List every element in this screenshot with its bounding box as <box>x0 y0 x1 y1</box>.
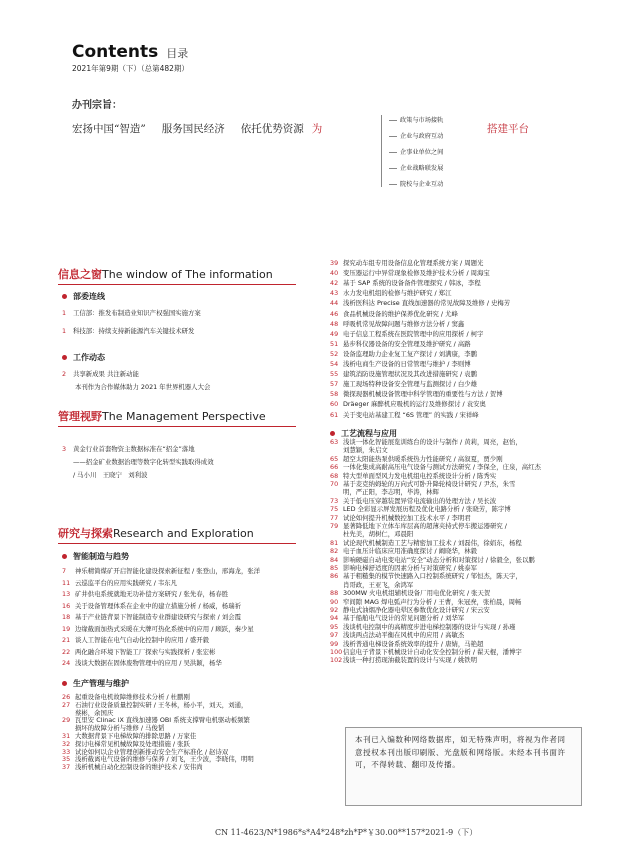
cn-code: CN 11-4623/N*1986*s*A4*248*zh*P*￥30.00**157*2021-9（下） <box>215 828 478 837</box>
toc-entry: 7 神乐精简煤矿开启智能化建设探索新征程 / 张登山，邢海龙，张洋 <box>62 567 261 575</box>
mission-label: 办刊宗旨： <box>72 100 122 111</box>
toc-entry: 43 水力发电机组的检修与维护研究 / 郑江 <box>330 289 452 298</box>
toc-entry: 79 显著降低地下立体车库层高的超薄夹持式停车搬运器研究 / <box>330 522 507 530</box>
group-ministry: 部委连线 <box>62 291 105 302</box>
toc-entry: 85 影响电梯舒适度的因素分析与对策研究 / 姚泰军 <box>330 564 478 572</box>
toc-entry: 70 基于麦克纳姆轮的万向式可卧升降轮椅设计研究 / 尹杰，朱雪 <box>330 480 516 488</box>
toc-entry: 40 变压器运行中异常现象检修及维护技术分析 / 周海宝 <box>330 269 490 278</box>
toc-entry: 75 LED 全彩显示屏发展历程及优化电路分析 / 张晓芳，陈宇博 <box>330 505 511 514</box>
toc-entry: 1 工信部：推发布制造业知识产权强国实施方案 <box>62 309 201 317</box>
toc-entry: 46 食品机械设备的维护保养优化研究 / 尤峰 <box>330 309 458 318</box>
toc-entry: 27 石油行业设备质量控制实研 / 王冬林，杨小平，刘天，刘通， <box>62 700 248 709</box>
toc-entry: 29 瓦里安 Clinac iX 直线加速器 OBI 系统支撑臂电机驱动板频繁 <box>62 716 250 725</box>
toc-entry: 57 施工现场特种设备安全管理与监测探讨 / 白少雄 <box>330 380 478 389</box>
toc-entry: 82 电子血压计临床应用准确度探讨 / 阚晓华，林毅 <box>330 547 478 556</box>
toc-entry: 16 关于设备管理体系在企业中的建立措施分析 / 杨威，杨瑞祈 <box>62 601 241 610</box>
toc-entry: 21 谈人工智能在电气自动化控制中的应用 / 盛开毅 <box>62 636 210 644</box>
mission-item: 企事业单位之间 <box>389 147 443 156</box>
toc-entry: 94 基于船舶电气设计的常见问题分析 / 刘华军 <box>330 614 465 623</box>
section-information-window: 信息之窗The window of The information <box>58 268 273 281</box>
toc-entry: 杜先美，胡树仁，邓晨阳 <box>343 530 414 539</box>
toc-entry: 13 矿井供电系统就地无功补偿方案研究 / 张先春，杨春胜 <box>62 590 229 598</box>
copyright-note: 本刊已入编数种网络数据库，如无特殊声明，将视为作者同意授权本刊出版印刷版、光盘版和网络版。未经本刊书面许可，不得转载、翻印及传播。 <box>345 727 582 806</box>
toc-entry-cont: 本刊作为合作媒体助力 2021 年世界机器人大会 <box>75 383 211 391</box>
toc-entry: 52 设备监理助力企业复工复产探讨 / 刘满康，李鹏 <box>330 349 478 358</box>
toc-entry: 损坏的故障分析与维修 / 马俊韬 <box>75 724 165 733</box>
toc-entry: 77 试论如何提升机械数控加工技术水平 / 李明君 <box>330 513 471 522</box>
toc-entry: 3 黄金行业首套物资主数据标准在“招金”落地 <box>62 445 195 453</box>
toc-entry: 99 浅析普通电梯设备系统效率的提升 / 唐婧，马艳超 <box>330 639 484 648</box>
toc-entry: 68 特大型单面型风力发电机组电控系统设计分析 / 陈秀实 <box>330 471 497 480</box>
mission-item: 企业战略联发展 <box>389 163 443 172</box>
toc-entry: 102浅谈一种打捞现油截装置的设计与实现 / 姚铁明 <box>330 656 478 665</box>
toc-entry: 61 关于变电站基建工程 “6S 管理” 的实践 / 宋祥峰 <box>330 410 479 419</box>
group-smart-manufacturing: 智能制造与趋势 <box>62 551 129 562</box>
toc-entry: 2 共享新成果 共注新动能 <box>62 370 139 378</box>
mission-slogan: 宏扬中国“智造” 服务国民经济 依托优势资源 为 <box>72 123 323 135</box>
toc-entry: 86 基于粗糙集的模节快速路入口控制系统研究 / 邹恒杰，陈天宇， <box>330 572 522 581</box>
toc-entry: 58 微探现器机械设备管理中科学管理的重要性与方法 / 贺博 <box>330 390 503 399</box>
toc-entry: 81 试论现代机械制造工艺与精密加工技术 / 刘磊伟，徐娟东，杨程 <box>330 538 522 547</box>
toc-entry: 55 建筑消防设施管理状况及其改进措施研究 / 袁鹏 <box>330 370 478 379</box>
toc-entry: 95 浅谈机电控制中的高精度步进电梯控制器的设计与实现 / 孙瑾 <box>330 622 516 631</box>
toc-entry: 19 边缘截面加热式采暖在大牌可热化系统中的应用 / 顾跃，秦少星 <box>62 624 254 633</box>
toc-entry: 18 基于产业链背景下智能制造专业群建设研究与探索 / 刘会霞 <box>62 613 241 621</box>
toc-entry: 11 云巡监平台的应用实践研究 / 韦东凡 <box>62 578 178 587</box>
toc-entry: 33 试论如何以企业管理创新推动安全生产标准化 / 赵诗双 <box>62 747 229 756</box>
toc-entry: 65 超空太阳能热泵供暖系统热力性能研究 / 高叙夏，贾少刚 <box>330 454 503 463</box>
toc-entry: 92 静电式油烟净化器电晕区参数优化设计研究 / 宋云安 <box>330 606 490 614</box>
toc-entry-cont: ——招金矿业数据治理等数字化转型实践取得成效 <box>73 458 214 466</box>
toc-entry: 73 关于低电压穿越装置异常电流输出的处理方法 / 吴长波 <box>330 496 497 505</box>
section-rule <box>58 543 296 544</box>
toc-entry: 49 电子信息工程系统在医院管理中的应用探析 / 柯宇 <box>330 329 484 338</box>
toc-entry: 35 浅析截离电气设备的维修与保养 / 刘飞，王少波，李晓伟，明明 <box>62 755 254 764</box>
section-research: 研究与探索Research and Exploration <box>58 527 254 540</box>
mission-bracket <box>381 115 389 187</box>
section-rule <box>58 284 296 285</box>
toc-entry: 31 大数据背景下电梯故障的排除思路 / 万家佳 <box>62 732 197 740</box>
toc-entry: 32 探讨电梯常见机械故障及处理措施 / 张跃 <box>62 739 190 748</box>
toc-entry: 明，严正阳，李志明，毕涛，林辉 <box>343 488 439 497</box>
toc-entry: 90 窄间隙 MAG 焊电弧声行为分析 / 王曹，朱冠焘，张柏晨，周畅 <box>330 597 522 606</box>
toc-entry: 肖哥政，王亚飞，余鸿军 <box>343 580 414 589</box>
section-rule <box>58 426 296 427</box>
toc-entry: 37 浅析机械自动化控制设备的维护技术 / 安伟尚 <box>62 763 203 772</box>
group-work-news: 工作动态 <box>62 352 105 363</box>
toc-entry: 88 300MW 火电机组辅机设备厂用电优化研究 / 张天贺 <box>330 589 491 598</box>
mission-item: 院校与企业互动 <box>389 179 443 188</box>
toc-entry: 1 科技部：持续支持新能源汽车关键技术研发 <box>62 327 195 335</box>
mulu-label: 目录 <box>166 47 189 60</box>
toc-entry-cont: / 马小川 王晓宁 刘利波 <box>73 471 148 479</box>
group-production: 生产管理与维护 <box>62 678 129 689</box>
toc-entry: 97 浅谈两点法动平衡在风机中的应用 / 高敏杰 <box>330 631 465 640</box>
toc-entry: 100信息电子背景下机械设计自动化安全控制分析 / 翟天棍，潘博宇 <box>330 648 522 656</box>
toc-entry: 44 浅析医科达 Precise 直线加速器的常见故障及维修 / 史梅芳 <box>330 299 511 308</box>
toc-entry: 22 两化融合环境下智能工厂探索与实践探析 / 张宏彬 <box>62 647 216 656</box>
toc-entry: 60 Dräeger 麻醉机应吸机的运行及维修探讨 / 袁安奥 <box>330 400 486 409</box>
toc-entry: 66 一体化集成高耐高压电气设备与测试方法研究 / 李保全，庄泉，高红杰 <box>330 463 541 472</box>
toc-entry: 51 悬步科仪器设备的安全管理及维护研究 / 高路 <box>330 339 471 348</box>
mission-item: 企业与政府互动 <box>389 131 443 140</box>
section-management: 管理视野The Management Perspective <box>58 410 266 423</box>
toc-entry: 24 浅谈大数据在固体废物管理中的应用 / 吴洪颖，杨华 <box>62 659 222 667</box>
toc-entry: 39 探究动车组专用设备信息化管理系统方案 / 周题光 <box>330 259 484 267</box>
platform-text: 搭建平台 <box>487 123 529 135</box>
toc-entry: 42 基于 SAP 系统的设备备件管理探究 / 韩冰，李程 <box>330 279 481 288</box>
toc-entry: 蔡彬，余国庆 <box>75 708 114 717</box>
contents-title: Contents 目录 <box>72 42 189 62</box>
toc-entry: 84 影响硬磁自动电变电站“安全”动态分析和对策探讨 / 徐毅全，张以鹏 <box>330 555 535 564</box>
toc-entry: 刘慧颖，朱启文 <box>343 446 388 455</box>
issue-info: 2021年第9期（下）（总第482期） <box>72 64 189 73</box>
mission-item: 政策与市场接轨 <box>389 115 443 124</box>
toc-entry: 63 浅谈一体化智能展览训练台的设计与制作 / 黄莉，周亮，赵怡， <box>330 438 522 446</box>
toc-entry: 54 浅析电商生产设备的日常管理与维护 / 李则博 <box>330 360 471 368</box>
group-process: 工艺流程与应用 <box>330 428 397 439</box>
toc-entry: 48 呼吸机常见故障问题与维修方法分析 / 窦鑫 <box>330 319 465 328</box>
toc-entry: 26 起重设备电机故障维修技术分析 / 杜鹏刚 <box>62 693 190 701</box>
